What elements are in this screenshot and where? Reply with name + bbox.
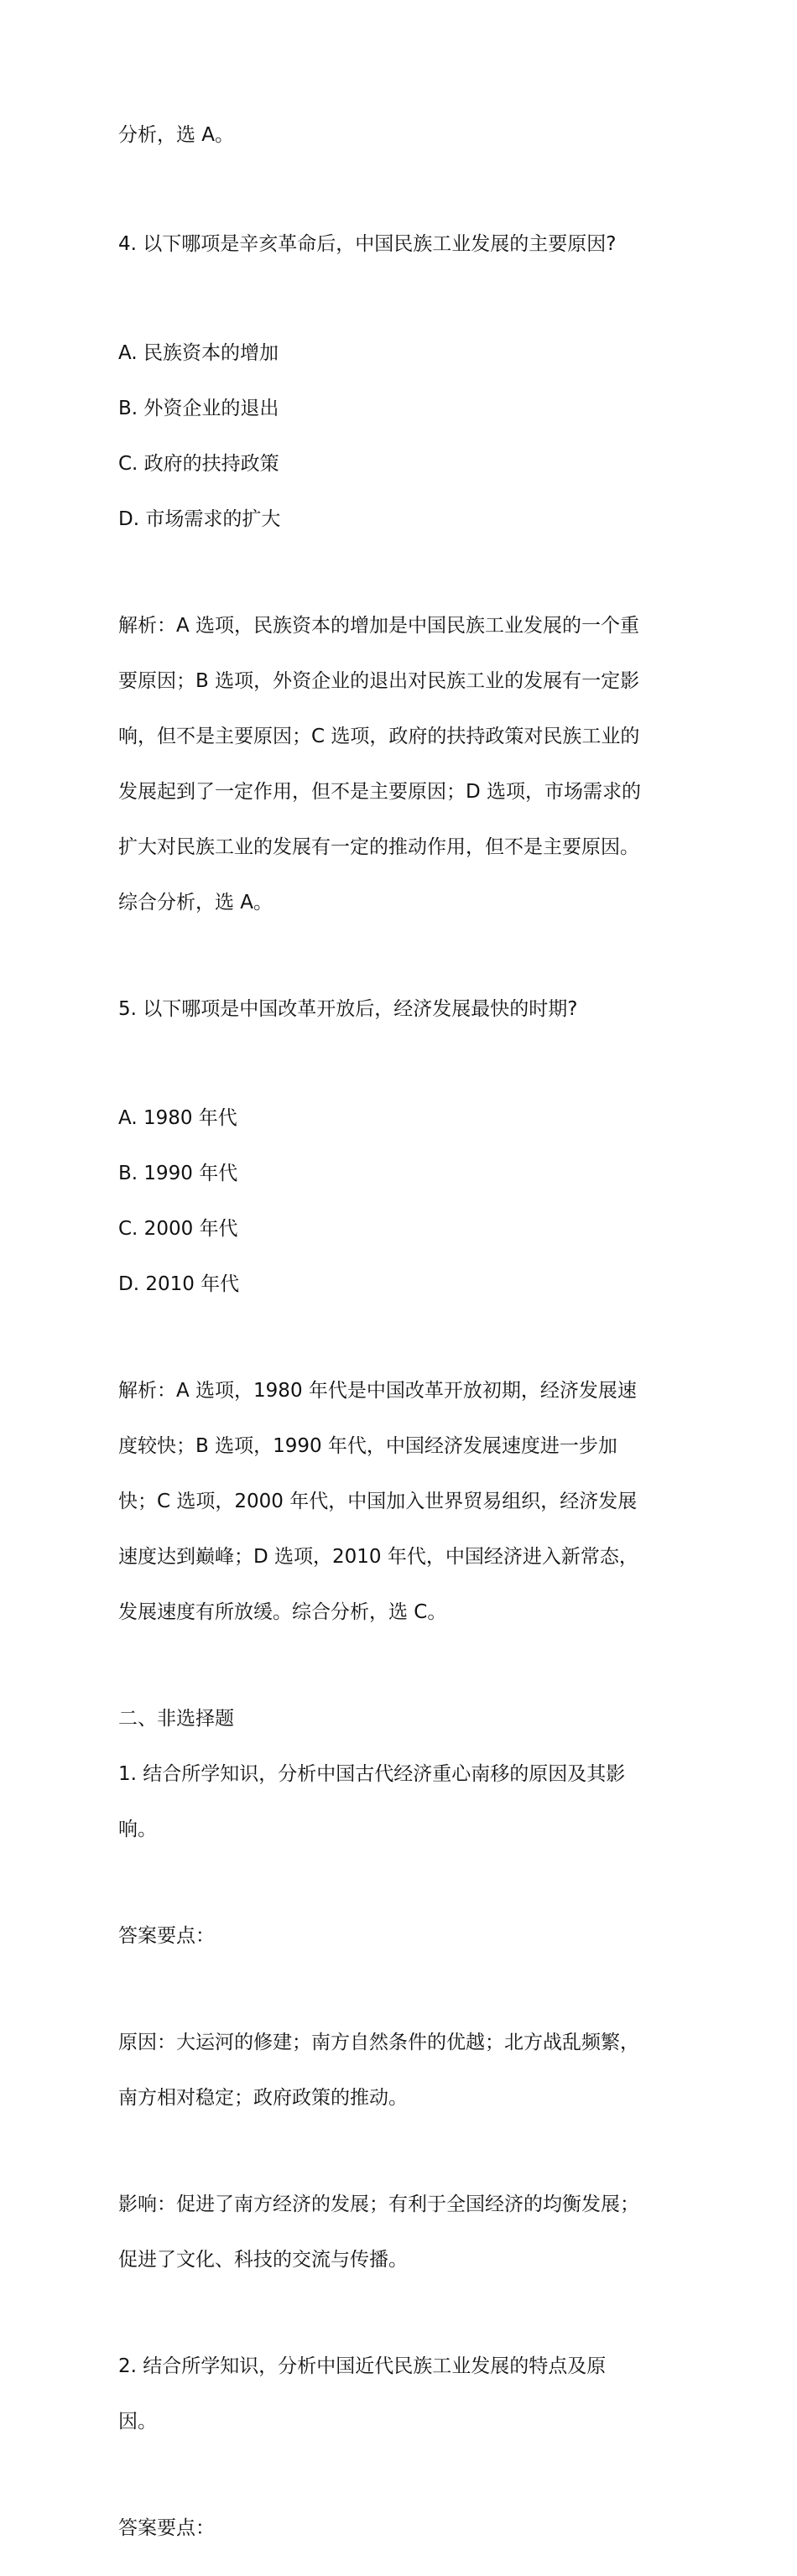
analysis-line: 要原因；B 选项，外资企业的退出对民族工业的发展有一定影	[118, 670, 640, 692]
analysis-line: 快；C 选项，2000 年代，中国加入世界贸易组织，经济发展	[118, 1491, 638, 1512]
analysis-line: 速度达到巅峰；D 选项，2010 年代，中国经济进入新常态，	[118, 1546, 638, 1568]
impact-line: 影响：促进了南方经济的发展；有利于全国经济的均衡发展；	[118, 2194, 639, 2215]
analysis-line: 响，但不是主要原因；C 选项，政府的扶持政策对民族工业的	[118, 726, 640, 747]
option-b: B. 外资企业的退出	[118, 398, 279, 419]
q1-reason	[118, 1996, 682, 2144]
option-a: A. 民族资本的增加	[118, 342, 279, 364]
analysis-line: 度较快；B 选项，1990 年代，中国经济发展速度进一步加	[118, 1435, 617, 1457]
question-text: 4. 以下哪项是辛亥革命后，中国民族工业发展的主要原因?	[118, 233, 617, 255]
q5-options	[118, 1072, 682, 1330]
q2-answer-label	[118, 2482, 682, 2574]
document-page	[118, 89, 682, 2574]
option-d: D. 市场需求的扩大	[118, 508, 281, 530]
option-b: B. 1990 年代	[118, 1163, 238, 1184]
q1-impact	[118, 2158, 682, 2306]
option-c: C. 2000 年代	[118, 1218, 238, 1240]
question-line: 因。	[118, 2411, 157, 2433]
section-two	[118, 1673, 682, 1876]
answer-label: 答案要点：	[118, 1925, 215, 1947]
q2-question	[118, 2320, 682, 2468]
q1-answer-label	[118, 1890, 682, 1982]
analysis-line: 综合分析，选 A。	[118, 892, 273, 913]
analysis-line: 发展速度有所放缓。综合分析，选 C。	[118, 1601, 447, 1623]
reason-line: 南方相对稳定；政府政策的推动。	[118, 2087, 408, 2109]
intro-tail	[118, 89, 682, 181]
q4-question	[118, 198, 682, 290]
q4-analysis	[118, 580, 682, 949]
reason-line: 原因：大运河的修建；南方自然条件的优越；北方战乱频繁，	[118, 2032, 639, 2053]
section-heading: 二、非选择题	[118, 1708, 234, 1730]
question-text: 5. 以下哪项是中国改革开放后，经济发展最快的时期?	[118, 998, 578, 1020]
question-line: 响。	[118, 1819, 157, 1840]
impact-line: 促进了文化、科技的交流与传播。	[118, 2249, 408, 2271]
answer-label: 答案要点：	[118, 2517, 215, 2539]
text-line: 分析，选 A。	[118, 124, 235, 146]
analysis-line: 解析：A 选项，民族资本的增加是中国民族工业发展的一个重	[118, 615, 640, 637]
option-d: D. 2010 年代	[118, 1273, 240, 1295]
option-c: C. 政府的扶持政策	[118, 453, 279, 475]
analysis-line: 扩大对民族工业的发展有一定的推动作用，但不是主要原因。	[118, 836, 639, 858]
analysis-line: 发展起到了一定作用，但不是主要原因；D 选项，市场需求的	[118, 781, 642, 803]
question-line: 1. 结合所学知识，分析中国古代经济重心南移的原因及其影	[118, 1763, 626, 1785]
q5-analysis	[118, 1345, 682, 1658]
question-line: 2. 结合所学知识，分析中国近代民族工业发展的特点及原	[118, 2355, 607, 2377]
q5-question	[118, 963, 682, 1055]
option-a: A. 1980 年代	[118, 1107, 237, 1129]
analysis-line: 解析：A 选项，1980 年代是中国改革开放初期，经济发展速	[118, 1380, 637, 1402]
q4-options	[118, 307, 682, 565]
